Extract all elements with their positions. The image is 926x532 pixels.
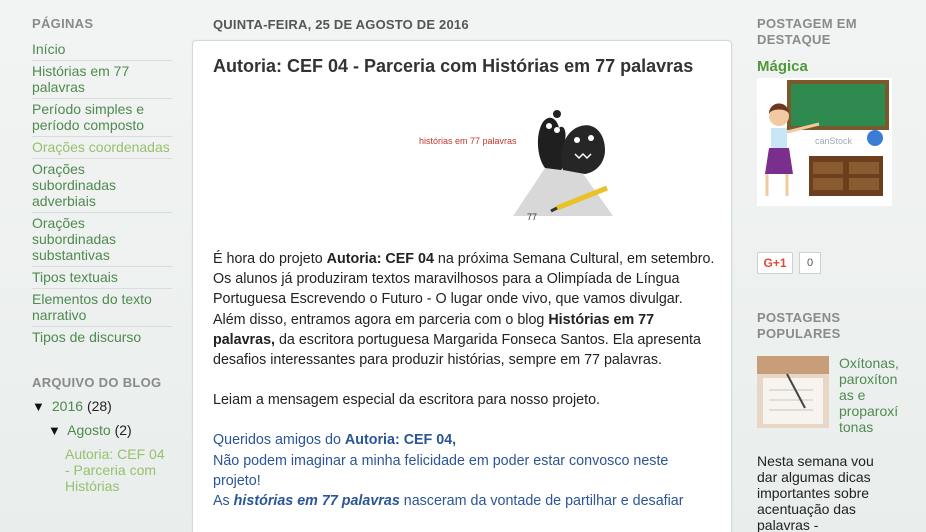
gplus-count-badge: 0 xyxy=(799,252,821,274)
page-link-periodo[interactable]: Período simples e período composto xyxy=(32,101,145,133)
post-body xyxy=(213,249,719,531)
page-item-inicio xyxy=(32,39,172,61)
post-image[interactable] xyxy=(407,96,657,221)
globe-shape xyxy=(867,130,883,146)
archive-month-row xyxy=(48,422,172,439)
archive-year-link[interactable]: 2016 xyxy=(51,398,84,414)
page-item-periodo xyxy=(32,99,172,137)
page-item-substantivas xyxy=(32,213,172,267)
post-bold-italic-text: histórias em 77 palavras xyxy=(233,493,400,510)
popular-post-snippet: Nesta semana vou dar algumas dicas importantes sobre acentuação das palavras - xyxy=(757,453,874,532)
post-text: As xyxy=(213,493,234,510)
post-text: na próxima Semana Cultural, em setembro. xyxy=(433,251,715,267)
featured-post-title[interactable]: Mágica xyxy=(757,58,808,75)
page-item-elementos xyxy=(32,289,172,327)
page-item-coordenadas xyxy=(32,137,172,159)
monster-eye-shape xyxy=(574,137,580,143)
popular-post-title-link[interactable] xyxy=(839,355,899,435)
popular-widget-title: POSTAGENS POPULARES xyxy=(757,310,841,341)
drawer-shape xyxy=(849,178,879,190)
page-item-discurso xyxy=(32,327,172,348)
post-title[interactable]: Autoria: CEF 04 - Parceria com Histórias em 77 palavras xyxy=(213,56,694,76)
archive-month-link[interactable]: Agosto xyxy=(67,422,111,438)
image-caption-text: histórias em 77 palavras xyxy=(419,136,517,146)
right-sidebar xyxy=(757,16,899,532)
post-text: nasceram da vontade de partilhar e desafiar xyxy=(399,493,684,510)
page-link-inicio[interactable]: Início xyxy=(32,41,66,57)
thumb-sleeve-shape xyxy=(757,356,829,374)
page-link-elementos[interactable]: Elementos do texto narrativo xyxy=(32,291,152,323)
page-item-tipos-textuais xyxy=(32,267,172,289)
monster-eye-shape xyxy=(554,127,560,133)
expand-triangle-icon[interactable]: ▼ xyxy=(32,399,45,414)
pages-list xyxy=(32,39,172,348)
watermark-text: canStock xyxy=(815,136,853,146)
post-card xyxy=(192,40,732,532)
page-link-coordenadas[interactable]: Orações coordenadas xyxy=(32,139,170,155)
archive-year-row xyxy=(32,398,172,415)
drawer-shape xyxy=(813,162,843,174)
drawer-shape xyxy=(849,162,879,174)
post-text: É hora do projeto xyxy=(213,251,327,267)
chalkboard-shape xyxy=(791,84,885,126)
expand-triangle-icon[interactable]: ▼ xyxy=(48,423,61,438)
small-creature-shape xyxy=(553,110,561,118)
monster-right-shape xyxy=(561,125,605,174)
featured-widget-title: POSTAGEM EM DESTAQUE xyxy=(757,16,857,47)
social-share-row xyxy=(757,252,821,274)
page-link-substantivas[interactable]: Orações subordinadas substantivas xyxy=(32,215,117,263)
post-bold-text: Histórias em 77 palavras, xyxy=(213,311,655,348)
post-bold-text: Autoria: CEF 04, xyxy=(344,432,457,449)
gplus-button[interactable]: G+1 xyxy=(757,252,793,274)
archive-month-count: (2) xyxy=(114,422,132,438)
post-text: Não podem imaginar a minha felicidade em poder estar convosco neste projeto! xyxy=(213,452,669,489)
teacher-skirt-shape xyxy=(765,148,793,174)
monster-eye-shape xyxy=(546,123,552,129)
page-link-historias[interactable]: Histórias em 77 palavras xyxy=(32,63,130,95)
image-number-text: 77 xyxy=(527,212,538,221)
left-sidebar xyxy=(32,16,172,494)
post-text: Queridos amigos do xyxy=(213,432,345,449)
drawer-shape xyxy=(813,178,843,190)
page-item-adverbiais xyxy=(32,159,172,213)
featured-image[interactable] xyxy=(757,78,892,206)
page-item-historias xyxy=(32,61,172,99)
popular-thumb-svg xyxy=(757,356,829,428)
post-date-header: QUINTA-FEIRA, 25 DE AGOSTO DE 2016 xyxy=(213,17,469,32)
popular-post-thumbnail[interactable] xyxy=(757,356,829,428)
post-paragraph-intro xyxy=(213,249,719,370)
post-text: Além disso, entramos agora em parceria com o blog xyxy=(213,311,549,328)
archive-post-link[interactable]: Autoria: CEF 04 - Parceria com Histórias xyxy=(65,446,165,494)
teacher-shirt-shape xyxy=(771,128,787,148)
page-link-discurso[interactable]: Tipos de discurso xyxy=(32,329,142,345)
post-text: da escritora portuguesa Margarida Fonseca Santos. Ela apresenta desafios interessantes para produzir histórias, sempre em 77 palavras. xyxy=(213,331,701,369)
monster-eye-shape xyxy=(588,135,594,141)
page-link-tipos-textuais[interactable]: Tipos textuais xyxy=(32,269,118,285)
pages-widget-title: PÁGINAS xyxy=(32,16,94,31)
archive-year-count: (28) xyxy=(86,398,112,414)
popular-post-title-text: Oxítonas, paroxítonas e proparoxítonas xyxy=(839,355,899,435)
post-paragraph-letter xyxy=(213,430,719,511)
post-image-svg xyxy=(407,96,657,221)
post-paragraph-message: Leiam a mensagem especial da escritora para nosso projeto. xyxy=(213,392,601,409)
page-link-adverbiais[interactable]: Orações subordinadas adverbiais xyxy=(32,161,117,209)
post-text: Os alunos já produziram textos maravilhosos para a Olimpíada de Língua Portuguesa Escrevendo o Futuro - O lugar onde vivo, que vamos divulgar. xyxy=(213,271,683,308)
featured-image-svg xyxy=(757,78,892,206)
archive-widget-title: ARQUIVO DO BLOG xyxy=(32,375,162,390)
post-bold-text: Autoria: CEF 04 xyxy=(326,251,434,267)
